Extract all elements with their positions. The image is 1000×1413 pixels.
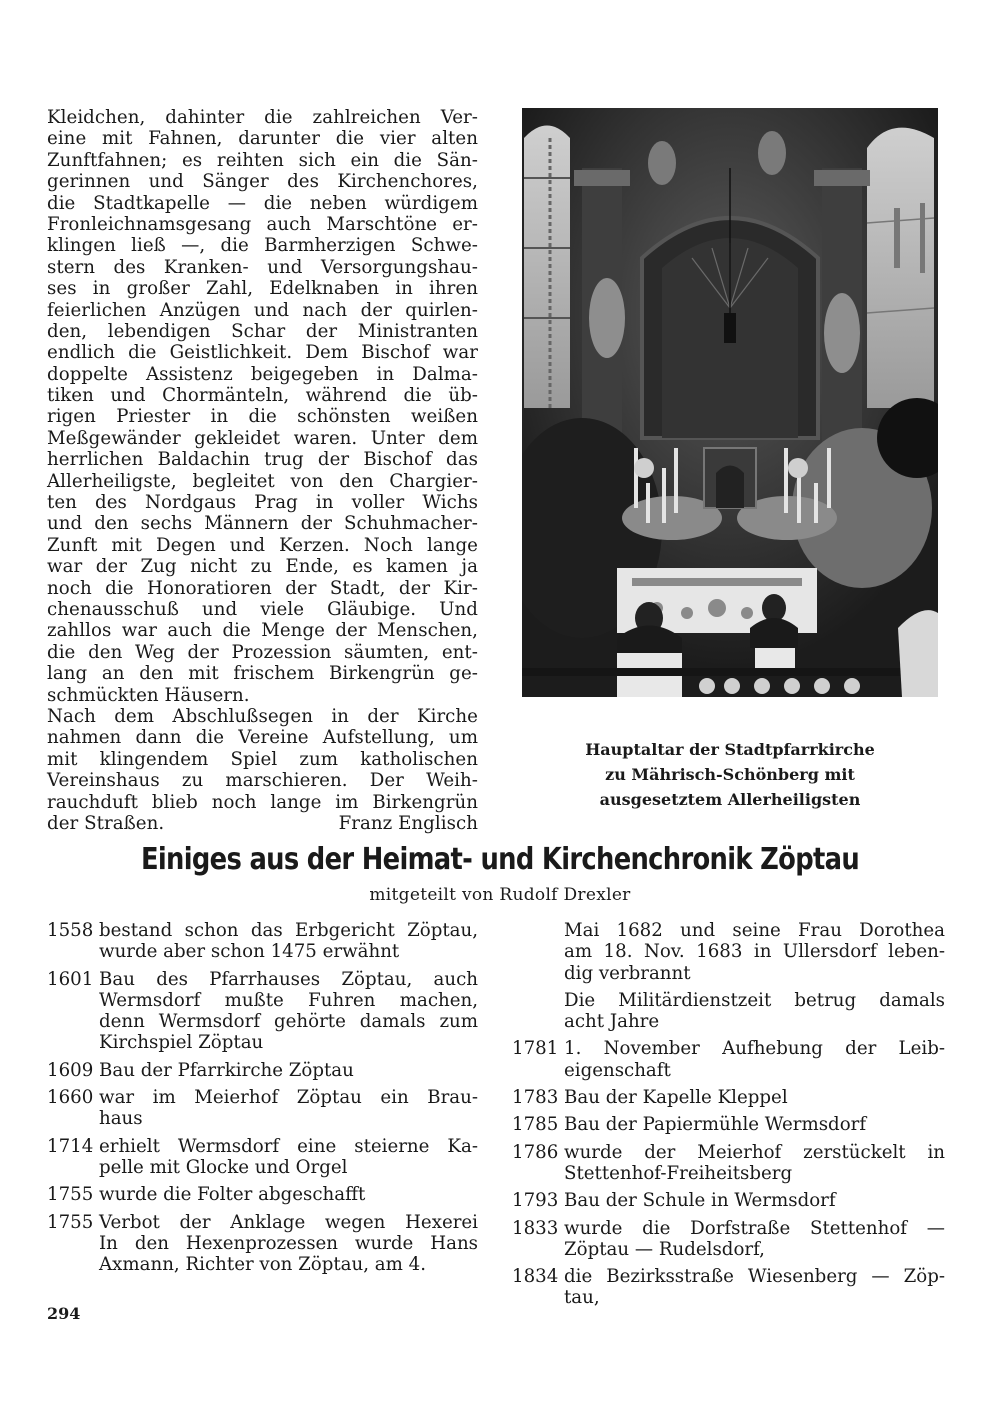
chronicle-text — [99, 1212, 478, 1276]
story-line: und den sechs Männern der Schuhmacher- — [47, 513, 478, 535]
story-line: noch die Honoratioren der Stadt, der Kir- — [47, 577, 478, 599]
chronicle-year: 1793 — [512, 1190, 559, 1212]
chronicle-text-line: Kirchspiel Zöptau — [99, 1032, 264, 1054]
chronicle-text — [564, 1142, 945, 1185]
chronicle-entry — [47, 1060, 478, 1081]
story-line: Zunft mit Degen und Kerzen. Noch lange — [47, 534, 478, 556]
story-author: Franz Englisch — [338, 812, 478, 834]
chronicle-text-line: Die Militärdienstzeit betrug damals — [564, 989, 945, 1011]
chronicle-text-line: Verbot der Anklage wegen Hexerei — [99, 1211, 478, 1233]
chronicle-text — [564, 1038, 945, 1081]
chronicle-text-line: wurde der Meierhof zerstückelt in — [564, 1141, 945, 1163]
chronicle-entry — [47, 1087, 478, 1130]
chronicle-text — [564, 1218, 945, 1261]
story-line: rigen Priester in die schönsten weißen — [47, 406, 478, 428]
story-line: herrlichen Baldachin trug der Bischof das — [47, 449, 478, 471]
caption-line: zu Mährisch-Schönberg mit — [605, 765, 855, 784]
story-line: doppelte Assistenz beigegeben in Dalma- — [47, 363, 478, 385]
story-line: die den Weg der Prozession säumten, ent- — [47, 641, 478, 663]
story-line: stern des Kranken- und Versorgungshau- — [47, 256, 478, 278]
chronicle-text-line: In den Hexenprozessen wurde Hans — [99, 1232, 478, 1254]
chronicle-text-line: pelle mit Glocke und Orgel — [99, 1156, 348, 1178]
chronicle-entry — [47, 1184, 478, 1205]
story-line: zahllos war auch die Menge der Menschen, — [47, 620, 478, 642]
chronicle-entry — [47, 920, 478, 963]
chronicle-text-line: dig verbrannt — [564, 962, 691, 984]
chronicle-year: 1660 — [47, 1087, 94, 1109]
chronicle-text-line: Bau der Papiermühle Wermsdorf — [564, 1114, 867, 1136]
chronicle-text — [564, 1087, 945, 1108]
story-line: klingen ließ —, die Barmherzigen Schwe- — [47, 235, 478, 257]
chronicle-text — [564, 1190, 945, 1211]
chronicle-text-line: tau, — [564, 1287, 600, 1309]
story-line: Zunftfahnen; es reihten sich ein die Sän- — [47, 149, 478, 171]
chronicle-year: 1785 — [512, 1114, 559, 1136]
story-line: gerinnen und Sänger des Kirchenchores, — [47, 171, 478, 193]
chronicle-entry — [512, 1142, 945, 1185]
chronicle-entry — [512, 1190, 945, 1211]
chronicle-right-entries — [512, 1038, 945, 1308]
story-line: Vereinshaus zu marschieren. Der Weih- — [47, 770, 478, 792]
story-line: ten des Nordgaus Prag in voller Wichs — [47, 492, 478, 514]
story-line: ses in großer Zahl, Edelknaben in ihren — [47, 278, 478, 300]
story-line: Meßgewänder gekleidet waren. Unter dem — [47, 427, 478, 449]
story-line: tiken und Chormänteln, während die üb- — [47, 385, 478, 407]
chronicle-text — [564, 1114, 945, 1135]
story-line: Fronleichnamsgesang auch Marschtöne er- — [47, 213, 478, 235]
chronicle-year: 1755 — [47, 1211, 94, 1233]
chronicle-text — [99, 969, 478, 1054]
chronicle-entry — [512, 1087, 945, 1108]
story-line: schmückten Häusern. — [47, 684, 250, 706]
chronicle-text-line: denn Wermsdorf gehörte damals zum — [99, 1011, 478, 1033]
chronicle-year: 1786 — [512, 1141, 559, 1163]
chronicle-entry — [47, 1136, 478, 1179]
chronicle-entry — [512, 1218, 945, 1261]
chronicle-year: 1833 — [512, 1217, 559, 1239]
chronicle-text — [99, 1136, 478, 1179]
chronicle-year: 1558 — [47, 920, 94, 941]
chronicle-year: 1781 — [512, 1038, 559, 1060]
story-line: Allerheiligste, begleitet von den Chargier- — [47, 470, 478, 492]
chronicle-text-line: haus — [99, 1108, 143, 1130]
article-byline: mitgeteilt von Rudolf Drexler — [369, 885, 631, 905]
chronicle-text-line: eigenschaft — [564, 1059, 671, 1081]
story-line: feierlichen Anzügen und nach der quirlen- — [47, 299, 478, 321]
story-line: Kleidchen, dahinter die zahlreichen Ver- — [47, 107, 478, 128]
chronicle-text-line: Bau der Schule in Wermsdorf — [564, 1190, 836, 1212]
chronicle-text-line: Bau der Pfarrkirche Zöptau — [99, 1059, 354, 1081]
page-number: 294 — [47, 1304, 81, 1323]
chronicle-entry — [47, 1212, 478, 1276]
chronicle-text-line: wurde aber schon 1475 erwähnt — [99, 941, 400, 963]
photo-caption — [522, 737, 938, 812]
chronicle-entry — [47, 969, 478, 1054]
story-line: chenausschuß und viele Gläubige. Und — [47, 598, 478, 620]
chronicle-entry — [512, 1038, 945, 1081]
story-line: war der Zug nicht zu Ende, es kamen ja — [47, 556, 478, 578]
chronicle-text-line: Mai 1682 und seine Frau Dorothea — [564, 920, 945, 941]
chronicle-left-column — [47, 920, 478, 1281]
chronicle-year: 1755 — [47, 1184, 94, 1206]
chronicle-text-line: wurde die Folter abgeschafft — [99, 1184, 366, 1206]
caption-line: Hauptaltar der Stadtpfarrkirche — [585, 740, 875, 759]
article-title: Einiges aus der Heimat- und Kirchenchronik Zöptau — [140, 842, 860, 877]
chronicle-year: 1609 — [47, 1059, 94, 1081]
story-line: rauchduft blieb noch lange im Birkengrün — [47, 791, 478, 813]
chronicle-text-line: Axmann, Richter von Zöptau, am 4. — [99, 1254, 427, 1276]
story-column — [47, 107, 478, 834]
chronicle-year: 1714 — [47, 1135, 94, 1157]
story-final-text: der Straßen. — [47, 812, 165, 834]
chronicle-text-line: Zöptau — Rudelsdorf, — [564, 1238, 765, 1260]
chronicle-text-line: 1. November Aufhebung der Leib- — [564, 1038, 945, 1060]
chronicle-text-line: acht Jahre — [564, 1011, 660, 1033]
story-line: lang an den mit frischem Birkengrün ge- — [47, 663, 478, 685]
chronicle-entry — [512, 1114, 945, 1135]
chronicle-note — [512, 990, 945, 1033]
chronicle-text-line: Wermsdorf mußte Fuhren machen, — [99, 989, 478, 1011]
chronicle-text-line: wurde die Dorfstraße Stettenhof — — [564, 1217, 945, 1239]
chronicle-text-line: bestand schon das Erbgericht Zöptau, — [99, 920, 478, 941]
story-line: Nach dem Abschlußsegen in der Kirche — [47, 705, 478, 727]
chronicle-text — [99, 920, 478, 963]
chronicle-text — [99, 1060, 478, 1081]
chronicle-text-line: war im Meierhof Zöptau ein Brau- — [99, 1087, 478, 1109]
chronicle-text — [99, 1087, 478, 1130]
chronicle-text-line: erhielt Wermsdorf eine steierne Ka- — [99, 1135, 478, 1157]
story-line: den, lebendigen Schar der Ministranten — [47, 320, 478, 342]
altar-photo — [522, 108, 938, 697]
chronicle-text-line: am 18. Nov. 1683 in Ullersdorf leben- — [564, 941, 945, 963]
chronicle-text — [564, 1266, 945, 1309]
story-closing-line — [47, 813, 478, 834]
chronicle-text-line: Bau des Pfarrhauses Zöptau, auch — [99, 968, 478, 990]
chronicle-text — [99, 1184, 478, 1205]
story-line: die Stadtkapelle — die neben würdigem — [47, 192, 478, 214]
chronicle-year: 1601 — [47, 968, 94, 990]
chronicle-continuation — [512, 920, 945, 984]
story-line: mit klingendem Spiel zum katholischen — [47, 748, 478, 770]
caption-line: ausgesetztem Allerheiligsten — [599, 790, 861, 809]
chronicle-year: 1834 — [512, 1266, 559, 1288]
story-line: nahmen dann die Vereine Aufstellung, um — [47, 727, 478, 749]
story-line: endlich die Geistlichkeit. Dem Bischof war — [47, 342, 478, 364]
altar-photo-illustration — [522, 108, 938, 697]
chronicle-right-column — [512, 920, 945, 1315]
chronicle-year: 1783 — [512, 1087, 559, 1109]
story-line: eine mit Fahnen, darunter die vier alten — [47, 128, 478, 150]
chronicle-text-line: die Bezirksstraße Wiesenberg — Zöp- — [564, 1266, 945, 1288]
chronicle-text-line: Bau der Kapelle Kleppel — [564, 1087, 788, 1109]
chronicle-text-line: Stettenhof-Freiheitsberg — [564, 1162, 793, 1184]
chronicle-entry — [512, 1266, 945, 1309]
